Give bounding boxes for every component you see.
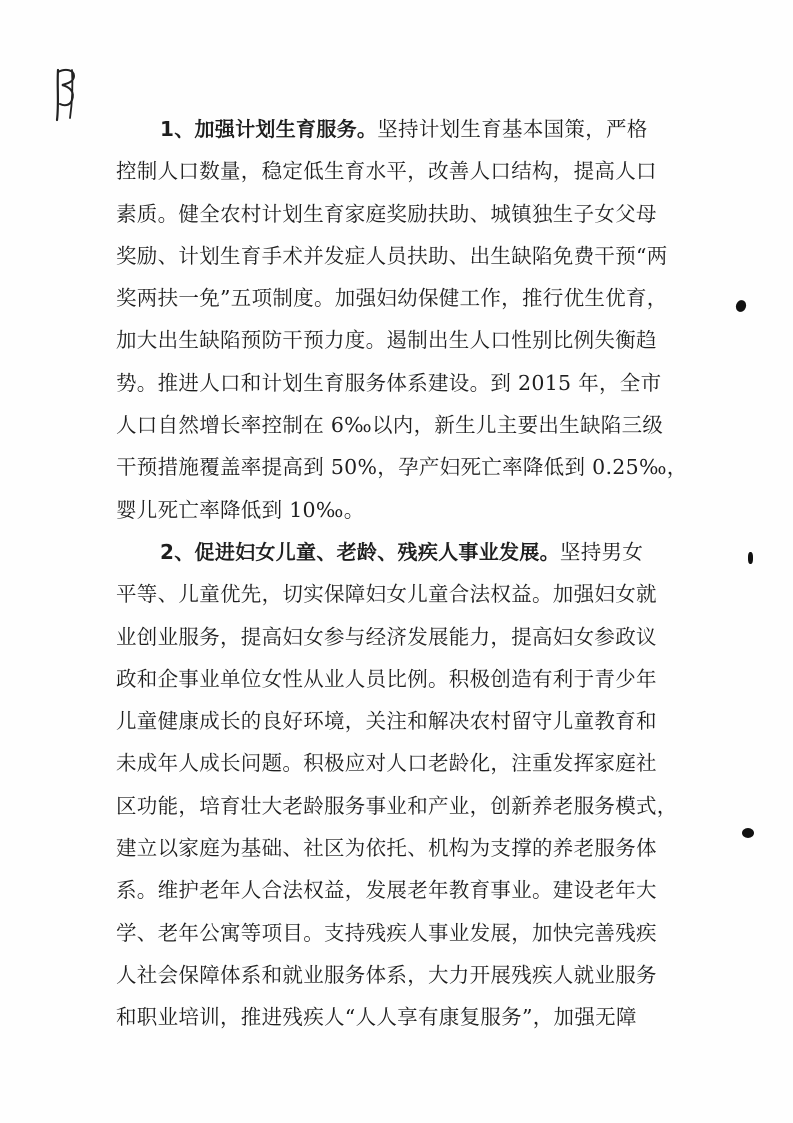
paragraph-2-text: 坚持男女 bbox=[559, 539, 644, 564]
paragraph-1-line: 素质。健全农村计划生育家庭奖励扶助、城镇独生子女父母 bbox=[116, 201, 657, 226]
scan-speck bbox=[734, 299, 748, 314]
paragraph-2-line: 人社会保障体系和就业服务体系，大力开展残疾人就业服务 bbox=[116, 962, 657, 987]
paragraph-1-line: 人口自然增长率控制在 6‰以内，新生儿主要出生缺陷三级 bbox=[116, 413, 664, 438]
paragraph-2-line bbox=[116, 531, 694, 573]
paragraph-1-line: 婴儿死亡率降低到 10‰。 bbox=[116, 497, 365, 522]
paragraph-2-line: 未成年人成长问题。积极应对人口老龄化，注重发挥家庭社 bbox=[116, 751, 657, 776]
paragraph-2-line: 平等、儿童优先，切实保障妇女儿童合法权益。加强妇女就 bbox=[116, 582, 657, 607]
paragraph-2-line: 学、老年公寓等项目。支持残疾人事业发展，加快完善残疾 bbox=[116, 920, 657, 945]
paragraph-1-line: 奖两扶一免”五项制度。加强妇幼保健工作，推行优生优育， bbox=[116, 286, 668, 311]
scan-speck bbox=[748, 552, 753, 564]
section-2-heading: 2、促进妇女儿童、老龄、残疾人事业发展。 bbox=[160, 539, 560, 564]
paragraph-1-line: 干预措施覆盖率提高到 50%，孕产妇死亡率降低到 0.25‰， bbox=[116, 455, 688, 480]
paragraph-2-line: 儿童健康成长的良好环境，关注和解决农村留守儿童教育和 bbox=[116, 709, 657, 734]
paragraph-1-text: 坚持计划生育基本国策，严格 bbox=[377, 117, 648, 141]
paragraph-1-line bbox=[116, 108, 694, 150]
paragraph-2-line: 政和企事业单位女性从业人员比例。积极创造有利于青少年 bbox=[116, 666, 657, 691]
paragraph-2-line: 区功能，培育壮大老龄服务事业和产业，创新养老服务模式， bbox=[116, 793, 678, 818]
scan-speck bbox=[742, 828, 754, 838]
paragraph-1-line: 奖励、计划生育手术并发症人员扶助、出生缺陷免费干预“两 bbox=[116, 243, 668, 268]
paragraph-2-line: 建立以家庭为基础、社区为依托、机构为支撑的养老服务体 bbox=[116, 836, 657, 861]
handwritten-margin-mark bbox=[48, 58, 88, 128]
paragraph-2-line: 业创业服务，提高妇女参与经济发展能力，提高妇女参政议 bbox=[116, 624, 657, 649]
section-1-heading: 1、加强计划生育服务。 bbox=[160, 117, 378, 141]
paragraph-2-line: 系。维护老年人合法权益，发展老年教育事业。建设老年大 bbox=[116, 878, 657, 903]
paragraph-1-line: 势。推进人口和计划生育服务体系建设。到 2015 年，全市 bbox=[116, 370, 662, 395]
paragraph-2-line: 和职业培训，推进残疾人“人人享有康复服务”，加强无障 bbox=[116, 1005, 637, 1030]
paragraph-1-line: 控制人口数量，稳定低生育水平，改善人口结构，提高人口 bbox=[116, 159, 657, 184]
body-text bbox=[116, 108, 694, 1039]
paragraph-1-line: 加大出生缺陷预防干预力度。遏制出生人口性别比例失衡趋 bbox=[116, 328, 657, 353]
